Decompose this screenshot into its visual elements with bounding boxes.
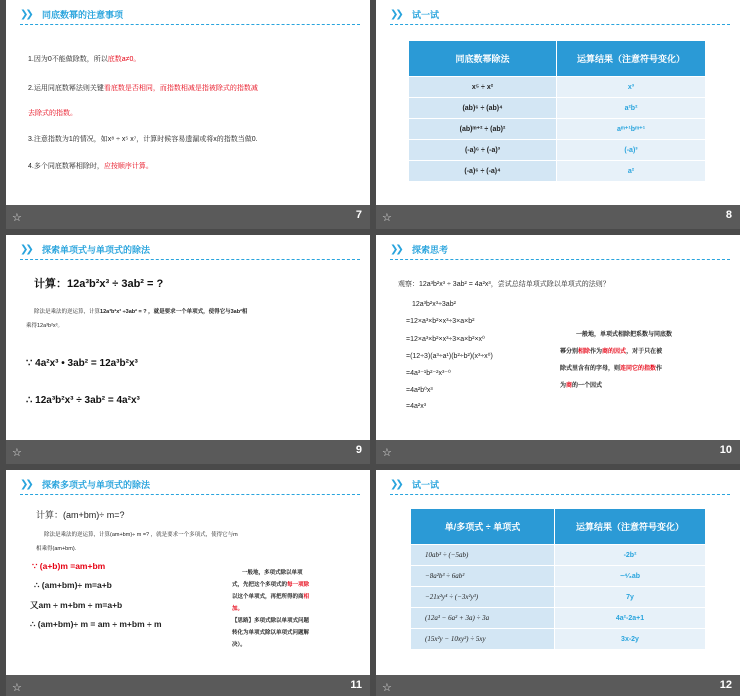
slide-canvas — [376, 0, 740, 205]
expression-cell: (-a)⁶ ÷ (-a)³ — [409, 140, 557, 161]
slide-number: 10 — [719, 444, 732, 456]
result-cell: (-a)³ — [557, 140, 706, 161]
result-cell: 7y — [555, 587, 706, 608]
therefore-step: ∴ 12a³b²x³ ÷ 3ab² = 4a²x³ — [26, 395, 140, 406]
step-2: ∴ (am+bm)÷ m=a+b — [34, 580, 112, 590]
slide-title: 探索思考 — [412, 246, 449, 256]
step-1: ∵ (a+b)m =am+bm — [32, 561, 106, 571]
header-divider — [390, 494, 730, 495]
table-row — [411, 587, 706, 608]
slide-title: 探索单项式与单项式的除法 — [42, 246, 151, 256]
header-divider — [390, 24, 730, 25]
star-icon[interactable]: ☆ — [12, 446, 22, 459]
slide-footer — [376, 205, 740, 229]
slide-canvas — [376, 470, 740, 675]
expression-cell: (ab)⁶ ÷ (ab)⁴ — [409, 98, 557, 119]
slide-footer — [6, 440, 370, 464]
slide-title: 试一试 — [412, 11, 440, 21]
double-chevron-icon: ❯❯ — [20, 479, 31, 490]
double-chevron-icon: ❯❯ — [390, 244, 401, 255]
result-cell: a² — [557, 161, 706, 182]
expression-cell: x⁵ ÷ x² — [409, 77, 557, 98]
observe-prompt: 观察：12a³b²x³ ÷ 3ab² = 4a²x³，尝试总结单项式除以单项式的法则？ — [398, 281, 610, 288]
note-line: 以这个单项式，再把所得的商相 — [232, 594, 310, 600]
double-chevron-icon: ❯❯ — [20, 9, 31, 20]
table-row — [409, 161, 706, 182]
slide-number: 12 — [719, 679, 732, 691]
expression-cell: (12a³ − 6a² + 3a) ÷ 3a — [411, 608, 555, 629]
expression-cell: 10ab³ ÷ (−5ab) — [411, 545, 555, 566]
double-chevron-icon: ❯❯ — [390, 9, 401, 20]
derivation-step: =(12÷3)(a³÷a¹)(b²÷b²)(x³÷x⁰) — [406, 353, 493, 360]
slide-canvas — [6, 0, 370, 205]
table-row — [409, 119, 706, 140]
table-header-row — [411, 509, 706, 545]
note-line-1: 1.因为0不能做除数，所以底数a≠0。 — [28, 56, 141, 63]
slide-number: 9 — [355, 444, 362, 456]
result-cell: −⁴⁄₃ab — [555, 566, 706, 587]
column-header: 单/多项式 ÷ 单项式 — [411, 509, 555, 545]
result-cell: 4a²-2a+1 — [555, 608, 706, 629]
expression-cell: (15x²y − 10xy²) ÷ 5xy — [411, 629, 555, 650]
note-line-4: 4.多个同底数幂相除时，应按顺序计算。 — [28, 163, 153, 170]
rule-line-2: 幂分别相除作为商的因式，对于只在被 — [560, 349, 663, 355]
table-row — [411, 545, 706, 566]
table-row — [409, 98, 706, 119]
expression-cell: (ab)ᵐ⁺² ÷ (ab)² — [409, 119, 557, 140]
result-cell: x³ — [557, 77, 706, 98]
header-divider — [20, 259, 360, 260]
exercise-table — [410, 508, 706, 650]
table-row — [411, 629, 706, 650]
header-divider — [20, 494, 360, 495]
slide-footer — [376, 675, 740, 696]
slide-title: 试一试 — [412, 481, 440, 491]
expression-cell: −21x²y⁴ ÷ (−3x²y³) — [411, 587, 555, 608]
slide-footer — [6, 205, 370, 229]
slide-10[interactable] — [376, 235, 740, 464]
note-line-3: 3.注意指数为1的情况，如x⁸ ÷ x⁵ x⁷，计算时候容易遗漏或将x的指数当做0. — [28, 136, 258, 143]
double-chevron-icon: ❯❯ — [390, 479, 401, 490]
derivation-step: =4a²x³ — [406, 403, 427, 410]
note-line-2: 2.运用同底数幂法则关键看底数是否相同，而指数相减是指被除式的指数减 — [28, 85, 258, 92]
table-row — [409, 77, 706, 98]
star-icon[interactable]: ☆ — [382, 211, 392, 224]
exercise-table — [408, 40, 706, 182]
slide-canvas — [376, 235, 740, 440]
result-cell: -2b² — [555, 545, 706, 566]
note-line: 决）。 — [232, 642, 246, 648]
explanation-line-2: 乘得12a³b²x³。 — [26, 323, 63, 329]
result-cell: 3x-2y — [555, 629, 706, 650]
note-line: 一般地，多项式除以单项 — [242, 570, 303, 576]
derivation-step: =12×a³×b²×x³÷3×a×b² — [406, 318, 475, 325]
slide-footer — [376, 440, 740, 464]
derivation-step: 12a³b²x³÷3ab² — [412, 301, 456, 308]
slide-canvas — [6, 235, 370, 440]
expression-cell: −8a²b³ ÷ 6ab² — [411, 566, 555, 587]
derivation-step: =12×a³×b²×x³÷3×a×b²×x⁰ — [406, 336, 485, 343]
explanation-line-1: 除法是乘法的逆运算，计算12a³b²x³ ÷3ab² = ? ，就是要求一个单项式，使得它与3ab²相 — [34, 309, 248, 315]
rule-line-3: 除式里含有的字母，则连同它的指数作 — [560, 366, 663, 372]
column-header: 同底数幂除法 — [409, 41, 557, 77]
slide-8[interactable] — [376, 0, 740, 229]
rule-line-4: 为商的一个因式 — [560, 383, 603, 389]
slide-title: 探索多项式与单项式的除法 — [42, 481, 151, 491]
explanation-line-1: 除法是乘法的逆运算，计算(am+bm)÷ m =? ，就是要求一个多项式，使得它与m — [44, 532, 238, 538]
derivation-step: =4a³⁻¹b²⁻²x³⁻⁰ — [406, 370, 451, 377]
calc-prompt: 计算：(am+bm)÷ m=? — [36, 510, 125, 520]
result-cell: a²b² — [557, 98, 706, 119]
calc-prompt: 计算：12a³b²x³ ÷ 3ab² = ? — [34, 278, 164, 290]
rule-line-1: 一般地，单项式相除把系数与同底数 — [576, 332, 673, 338]
star-icon[interactable]: ☆ — [12, 211, 22, 224]
table-header-row — [409, 41, 706, 77]
because-step: ∵ 4a²x³ • 3ab² = 12a³b²x³ — [26, 358, 138, 369]
header-divider — [20, 24, 360, 25]
table-row — [409, 140, 706, 161]
column-header: 运算结果（注意符号变化） — [557, 41, 706, 77]
derivation-step: =4a²b⁰x³ — [406, 387, 433, 394]
header-divider — [390, 259, 730, 260]
table-row — [411, 608, 706, 629]
result-cell: aᵐ⁺¹bᵐ⁺¹ — [557, 119, 706, 140]
slide-canvas — [6, 470, 370, 675]
star-icon[interactable]: ☆ — [382, 681, 392, 694]
star-icon[interactable]: ☆ — [382, 446, 392, 459]
slide-title: 同底数幂的注意事项 — [42, 11, 124, 21]
slide-12[interactable] — [376, 470, 740, 696]
explanation-line-2: 相乘得(am+bm). — [36, 546, 77, 552]
double-chevron-icon: ❯❯ — [20, 244, 31, 255]
slide-9[interactable] — [6, 235, 370, 464]
star-icon[interactable]: ☆ — [12, 681, 22, 694]
slide-11[interactable] — [6, 470, 370, 696]
note-line: 【思路】多项式除以单项式问题 — [232, 618, 310, 624]
slide-number: 7 — [355, 209, 362, 221]
note-line-2-cont: 去除式的指数。 — [28, 110, 77, 117]
step-3: 又am ÷ m+bm ÷ m=a+b — [30, 600, 123, 610]
note-line: 转化为单项式除以单项式问题解 — [232, 630, 310, 636]
column-header: 运算结果（注意符号变化） — [555, 509, 706, 545]
slide-7[interactable] — [6, 0, 370, 229]
slide-number: 8 — [725, 209, 732, 221]
expression-cell: (-a)⁶ ÷ (-a)⁴ — [409, 161, 557, 182]
note-line: 式，先把这个多项式的每一项除 — [232, 582, 310, 588]
slide-number: 11 — [350, 679, 362, 691]
slide-footer — [6, 675, 370, 696]
step-4: ∴ (am+bm)÷ m = am ÷ m+bm ÷ m — [30, 619, 162, 629]
table-row — [411, 566, 706, 587]
note-line: 加。 — [232, 606, 244, 612]
